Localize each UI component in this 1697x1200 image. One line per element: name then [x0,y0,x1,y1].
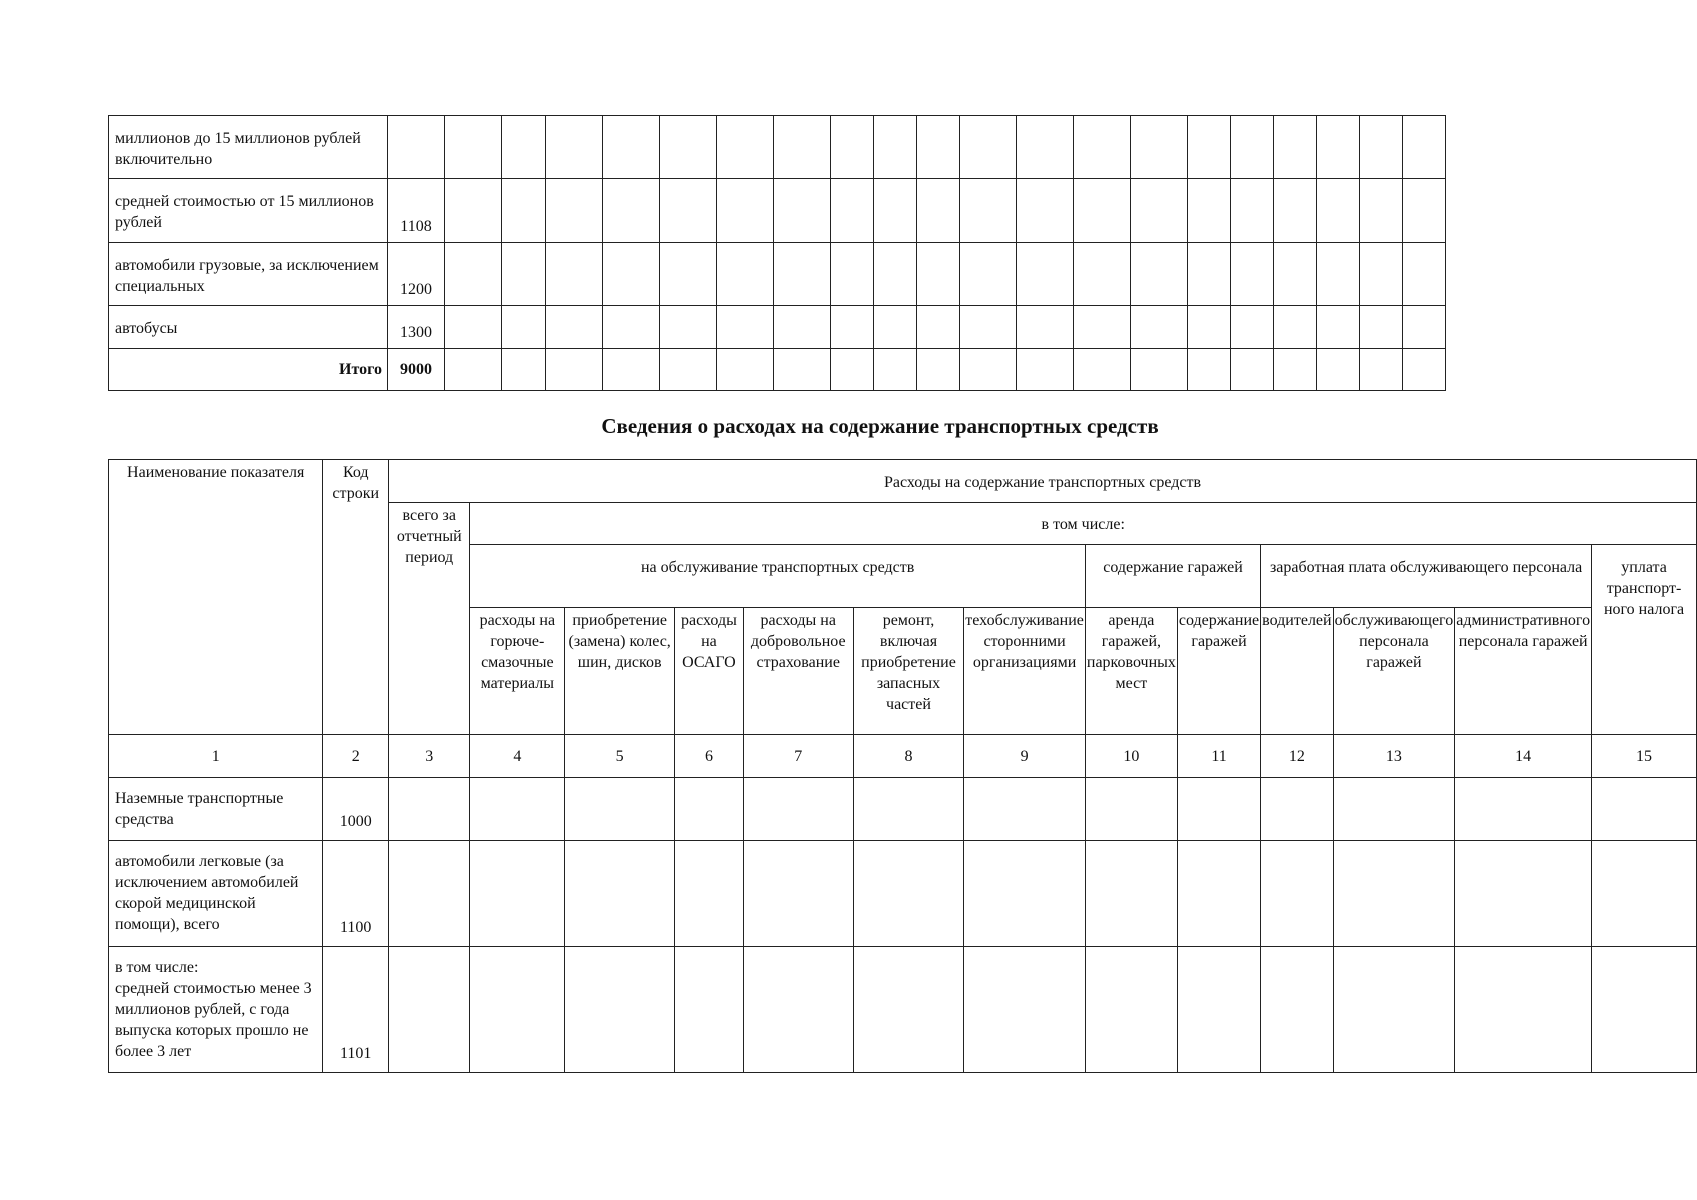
header-expenses: Расходы на содержание транспортных средств [389,460,1697,503]
table-row [109,947,1697,1073]
table-row [109,306,1560,349]
table-row [109,179,1560,243]
column-number: 4 [470,735,565,778]
column-number: 2 [323,735,389,778]
section-title: Сведения о расходах на содержание транспортных средств [601,414,1159,438]
row-name: миллионов до 15 миллионов рублей включительно [109,116,388,179]
header-garage-upkeep: содержание гаражей [1177,608,1260,735]
row-code: 1100 [323,841,389,947]
total-code: 9000 [388,349,445,391]
column-number: 11 [1177,735,1260,778]
column-number: 13 [1333,735,1455,778]
table-row [109,116,1560,179]
header-admin-staff: административного персонала гаражей [1455,608,1592,735]
table-row [109,243,1560,306]
row-code [388,116,445,179]
header-tax: уплата транспорт-ного налога [1592,545,1697,735]
header-repair: ремонт, включая приобретение запасных частей [853,608,964,735]
expense-table [108,459,1697,1073]
header-garages: содержание гаражей [1085,545,1260,608]
table-row [109,841,1697,947]
row-code: 1108 [388,179,445,243]
column-numbers-row [109,735,1697,778]
column-number: 15 [1592,735,1697,778]
row-code: 1300 [388,306,445,349]
header-garage-staff: обслуживающего персонала гаражей [1333,608,1455,735]
row-name: в том числе: средней стоимостью менее 3 миллионов рублей, с года выпуска которых прошло не более 3 лет [109,947,323,1073]
row-name: автомобили грузовые, за исключением специальных [109,243,388,306]
row-code: 1101 [323,947,389,1073]
header-wheels: приобретение (замена) колес, шин, дисков [565,608,675,735]
column-number: 7 [743,735,853,778]
header-voluntary: расходы на добровольное страхование [743,608,853,735]
row-code: 1200 [388,243,445,306]
column-number: 1 [109,735,323,778]
column-number: 9 [964,735,1086,778]
column-number: 8 [853,735,964,778]
column-number: 12 [1261,735,1333,778]
header-drivers: водителей [1261,608,1333,735]
row-name: автобусы [109,306,388,349]
column-number: 3 [389,735,470,778]
total-label: Итого [109,349,388,391]
row-name: Наземные транспортные средства [109,778,323,841]
header-including: в том числе: [470,503,1697,545]
row-code: 1000 [323,778,389,841]
header-osago: расходы на ОСАГО [675,608,744,735]
header-salary: заработная плата обслуживающего персонала [1261,545,1592,608]
header-rent: аренда гаражей, парковочных мест [1085,608,1177,735]
column-number: 14 [1455,735,1592,778]
header-total-period: всего за отчетный период [389,503,470,735]
column-number: 5 [565,735,675,778]
header-fuel: расходы на горюче-смазочные материалы [470,608,565,735]
table-row [109,778,1697,841]
column-number: 10 [1085,735,1177,778]
header-row-code: Код строки [323,460,389,735]
header-indicator-name: Наименование показателя [109,460,323,735]
header-service: на обслуживание транспортных средств [470,545,1085,608]
row-name: автомобили легковые (за исключением автомобилей скорой медицинской помощи), всего [109,841,323,947]
vehicle-count-table [108,115,1560,391]
row-name: средней стоимостью от 15 миллионов рублей [109,179,388,243]
total-row [109,349,1560,391]
column-number: 6 [675,735,744,778]
header-maintenance: техобслуживание сторонними организациями [964,608,1086,735]
